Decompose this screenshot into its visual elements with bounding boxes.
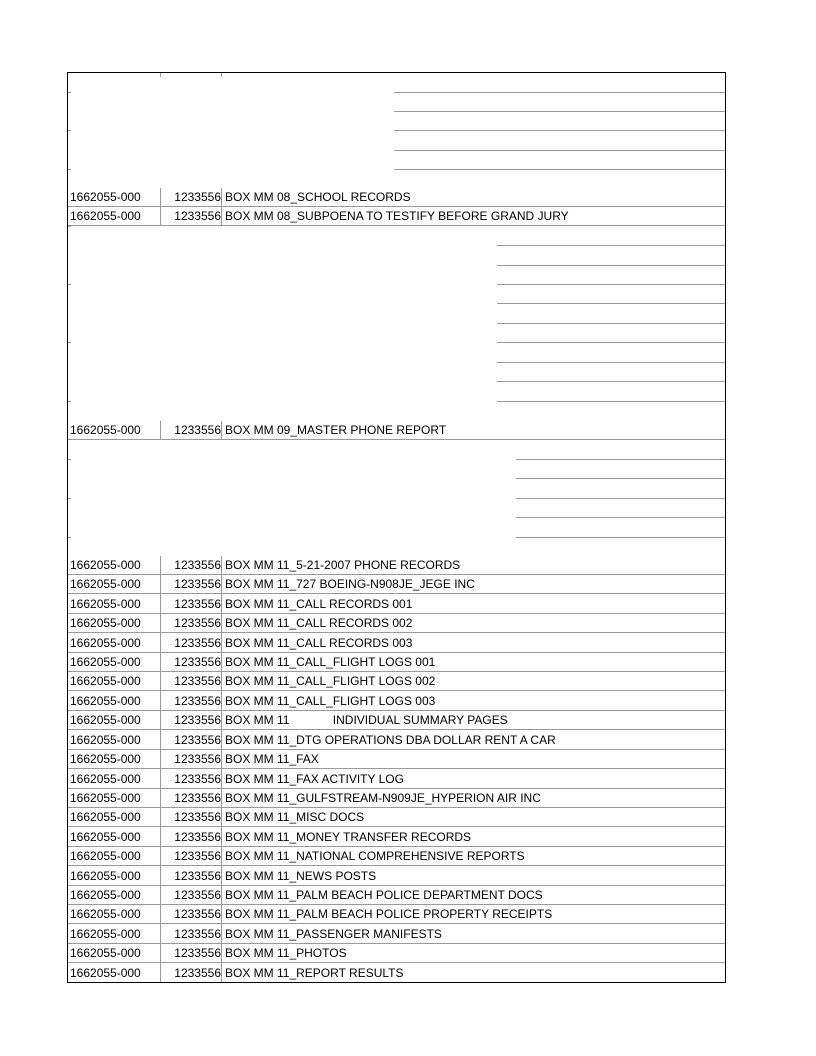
cell-border (68, 284, 71, 285)
description: BOX MM 11_FAX (225, 752, 319, 766)
cell-border (68, 342, 71, 343)
cell-border (394, 92, 725, 93)
description: BOX MM 11_727 BOEING-N908JE_JEGE INC (225, 577, 475, 591)
table-row (68, 188, 725, 207)
table-row (68, 421, 725, 440)
matter-number: 1662055-000 (70, 888, 141, 902)
table-row (68, 828, 725, 847)
cell-border (497, 303, 725, 304)
table-row (68, 634, 725, 653)
table-row (68, 653, 725, 672)
cell-border (68, 498, 71, 499)
record-id: 1233556 (174, 713, 221, 727)
table-row (68, 789, 725, 808)
record-id: 1233556 (174, 946, 221, 960)
cell-border (68, 226, 71, 227)
cell-border (497, 265, 725, 266)
description: BOX MM 09_MASTER PHONE REPORT (225, 423, 447, 437)
table-row (68, 944, 725, 963)
description: BOX MM 08_SCHOOL RECORDS (225, 190, 411, 204)
table-row (68, 847, 725, 866)
matter-number: 1662055-000 (70, 655, 141, 669)
table-row (68, 692, 725, 711)
record-id: 1233556 (174, 907, 221, 921)
table-row (68, 770, 725, 789)
description: BOX MM 11_5-21-2007 PHONE RECORDS (225, 558, 461, 572)
table-row (68, 750, 725, 769)
record-id: 1233556 (174, 752, 221, 766)
column-divider (160, 421, 161, 440)
spreadsheet-table (67, 72, 726, 983)
record-id: 1233556 (174, 674, 221, 688)
table-row (68, 711, 725, 730)
cell-border (497, 245, 725, 246)
record-id: 1233556 (174, 927, 221, 941)
table-row (68, 905, 725, 924)
cell-border (68, 401, 71, 402)
matter-number: 1662055-000 (70, 966, 141, 980)
table-row (68, 207, 725, 226)
cell-border (68, 92, 71, 93)
table-row (68, 731, 725, 750)
record-id: 1233556 (174, 888, 221, 902)
matter-number: 1662055-000 (70, 772, 141, 786)
description: BOX MM 11_PALM BEACH POLICE DEPARTMENT DOCS (225, 888, 543, 902)
table-row (68, 575, 725, 594)
record-id: 1233556 (174, 849, 221, 863)
description: BOX MM 11_CALL_FLIGHT LOGS 001 (225, 655, 436, 669)
column-divider (221, 421, 222, 440)
matter-number: 1662055-000 (70, 810, 141, 824)
matter-number: 1662055-000 (70, 791, 141, 805)
table-row (68, 556, 725, 575)
description: BOX MM 11_PHOTOS (225, 946, 347, 960)
column-divider (160, 188, 161, 226)
description: BOX MM 11_NATIONAL COMPREHENSIVE REPORTS (225, 849, 525, 863)
record-id: 1233556 (174, 190, 221, 204)
column-divider (160, 556, 161, 982)
cell-border (394, 150, 725, 151)
matter-number: 1662055-000 (70, 869, 141, 883)
cell-border (394, 111, 725, 112)
cell-border (516, 537, 725, 538)
cell-border (516, 478, 725, 479)
matter-number: 1662055-000 (70, 636, 141, 650)
description: BOX MM 11_CALL RECORDS 002 (225, 616, 413, 630)
table-row (68, 672, 725, 691)
record-id: 1233556 (174, 733, 221, 747)
cell-border (394, 130, 725, 131)
description: BOX MM 11_CALL RECORDS 003 (225, 636, 413, 650)
cell-border (497, 323, 725, 324)
cell-border (68, 537, 71, 538)
table-row (68, 925, 725, 944)
record-id: 1233556 (174, 694, 221, 708)
cell-border (516, 459, 725, 460)
record-id: 1233556 (174, 209, 221, 223)
record-id: 1233556 (174, 577, 221, 591)
table-row (68, 614, 725, 633)
matter-number: 1662055-000 (70, 423, 141, 437)
record-id: 1233556 (174, 636, 221, 650)
matter-number: 1662055-000 (70, 209, 141, 223)
column-divider (221, 556, 222, 982)
table-row (68, 808, 725, 827)
description: BOX MM 11_CALL RECORDS 001 (225, 597, 413, 611)
matter-number: 1662055-000 (70, 907, 141, 921)
cell-border (497, 381, 725, 382)
description: BOX MM 11_PALM BEACH POLICE PROPERTY RECEIPTS (225, 907, 553, 921)
record-id: 1233556 (174, 869, 221, 883)
cell-border (68, 459, 71, 460)
record-id: 1233556 (174, 597, 221, 611)
matter-number: 1662055-000 (70, 616, 141, 630)
matter-number: 1662055-000 (70, 830, 141, 844)
description: BOX MM 08_SUBPOENA TO TESTIFY BEFORE GRAND JURY (225, 209, 569, 223)
cell-border (516, 498, 725, 499)
record-id: 1233556 (174, 810, 221, 824)
matter-number: 1662055-000 (70, 558, 141, 572)
matter-number: 1662055-000 (70, 713, 141, 727)
record-id: 1233556 (174, 558, 221, 572)
column-divider (160, 73, 161, 77)
cell-border (497, 362, 725, 363)
matter-number: 1662055-000 (70, 733, 141, 747)
table-row (68, 886, 725, 905)
matter-number: 1662055-000 (70, 946, 141, 960)
description: BOX MM 11_MISC DOCS (225, 810, 365, 824)
matter-number: 1662055-000 (70, 190, 141, 204)
matter-number: 1662055-000 (70, 752, 141, 766)
matter-number: 1662055-000 (70, 694, 141, 708)
cell-border (68, 169, 71, 170)
column-divider (221, 188, 222, 226)
description: BOX MM 11_CALL_FLIGHT LOGS 002 (225, 674, 436, 688)
description: BOX MM 11_CALL_FLIGHT LOGS 003 (225, 694, 436, 708)
description: BOX MM 11_DTG OPERATIONS DBA DOLLAR RENT A CAR (225, 733, 556, 747)
matter-number: 1662055-000 (70, 597, 141, 611)
description: BOX MM 11 INDIVIDUAL SUMMARY PAGES (225, 713, 508, 727)
record-id: 1233556 (174, 772, 221, 786)
cell-border (497, 342, 725, 343)
cell-border (394, 169, 725, 170)
record-id: 1233556 (174, 616, 221, 630)
table-row (68, 964, 725, 983)
description: BOX MM 11_REPORT RESULTS (225, 966, 404, 980)
record-id: 1233556 (174, 830, 221, 844)
description: BOX MM 11_GULFSTREAM-N909JE_HYPERION AIR INC (225, 791, 541, 805)
column-divider (221, 73, 222, 77)
cell-border (68, 130, 71, 131)
cell-border (516, 517, 725, 518)
table-row (68, 867, 725, 886)
description: BOX MM 11_FAX ACTIVITY LOG (225, 772, 404, 786)
description: BOX MM 11_PASSENGER MANIFESTS (225, 927, 442, 941)
record-id: 1233556 (174, 423, 221, 437)
matter-number: 1662055-000 (70, 577, 141, 591)
description: BOX MM 11_MONEY TRANSFER RECORDS (225, 830, 472, 844)
record-id: 1233556 (174, 791, 221, 805)
description: BOX MM 11_NEWS POSTS (225, 869, 377, 883)
record-id: 1233556 (174, 655, 221, 669)
record-id: 1233556 (174, 966, 221, 980)
cell-border (497, 401, 725, 402)
table-row (68, 595, 725, 614)
cell-border (497, 284, 725, 285)
matter-number: 1662055-000 (70, 927, 141, 941)
matter-number: 1662055-000 (70, 849, 141, 863)
matter-number: 1662055-000 (70, 674, 141, 688)
